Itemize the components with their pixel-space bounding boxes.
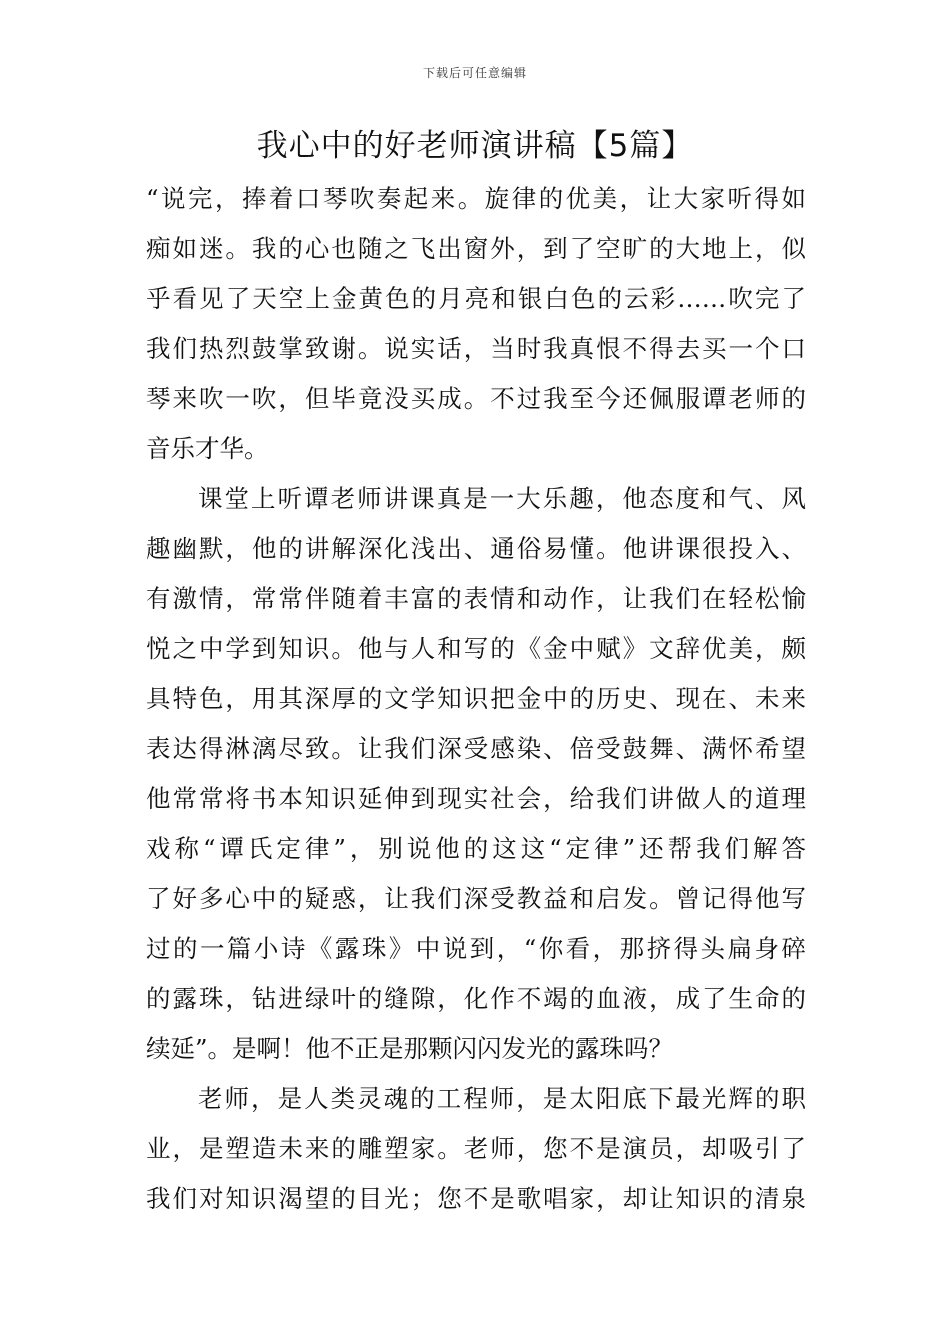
text-line: 戏称“谭氏定律”，别说他的这这“定律”还帮我们解答 xyxy=(146,834,806,863)
text-line: 具特色，用其深厚的文学知识把金中的历史、现在、未来 xyxy=(146,684,806,713)
text-line: 痴如迷。我的心也随之飞出窗外，到了空旷的大地上，似 xyxy=(146,234,806,263)
text-line: 业，是塑造未来的雕塑家。老师，您不是演员，却吸引了 xyxy=(146,1134,806,1163)
text-line: 老师，是人类灵魂的工程师，是太阳底下最光辉的职 xyxy=(198,1084,806,1113)
text-line: 我们对知识渴望的目光；您不是歌唱家，却让知识的清泉 xyxy=(146,1184,806,1213)
paragraph xyxy=(146,174,806,474)
header-note: 下载后可任意编辑 xyxy=(422,66,527,80)
paragraph xyxy=(146,1074,806,1224)
text-line: 有激情，常常伴随着丰富的表情和动作，让我们在轻松愉 xyxy=(146,584,806,613)
text-line: 他常常将书本知识延伸到现实社会，给我们讲做人的道理 xyxy=(146,784,806,813)
text-line: 过的一篇小诗《露珠》中说到，“你看，那挤得头扁身碎 xyxy=(146,934,806,963)
text-line: 乎看见了天空上金黄色的月亮和银白色的云彩……吹完了 xyxy=(146,284,806,313)
text-line: 续延”。是啊！他不正是那颗闪闪发光的露珠吗？ xyxy=(146,1034,674,1063)
text-line: 课堂上听谭老师讲课真是一大乐趣，他态度和气、风 xyxy=(198,484,806,513)
text-line: 悦之中学到知识。他与人和写的《金中赋》文辞优美，颇 xyxy=(146,634,806,663)
text-line: 音乐才华。 xyxy=(146,434,269,463)
paragraph xyxy=(146,474,806,1074)
text-line: 我们热烈鼓掌致谢。说实话，当时我真恨不得去买一个口 xyxy=(146,334,806,363)
text-line: 趣幽默，他的讲解深化浅出、通俗易懂。他讲课很投入、 xyxy=(146,534,806,563)
document-body xyxy=(146,174,806,1224)
text-line: 的露珠，钻进绿叶的缝隙，化作不竭的血液，成了生命的 xyxy=(146,984,806,1013)
text-line: 了好多心中的疑惑，让我们深受教益和启发。曾记得他写 xyxy=(146,884,806,913)
document-title: 我心中的好老师演讲稿【5篇】 xyxy=(256,128,694,164)
text-line: 表达得淋漓尽致。让我们深受感染、倍受鼓舞、满怀希望 xyxy=(146,734,806,763)
text-line: “说完，捧着口琴吹奏起来。旋律的优美，让大家听得如 xyxy=(146,184,806,213)
text-line: 琴来吹一吹，但毕竟没买成。不过我至今还佩服谭老师的 xyxy=(146,384,806,413)
